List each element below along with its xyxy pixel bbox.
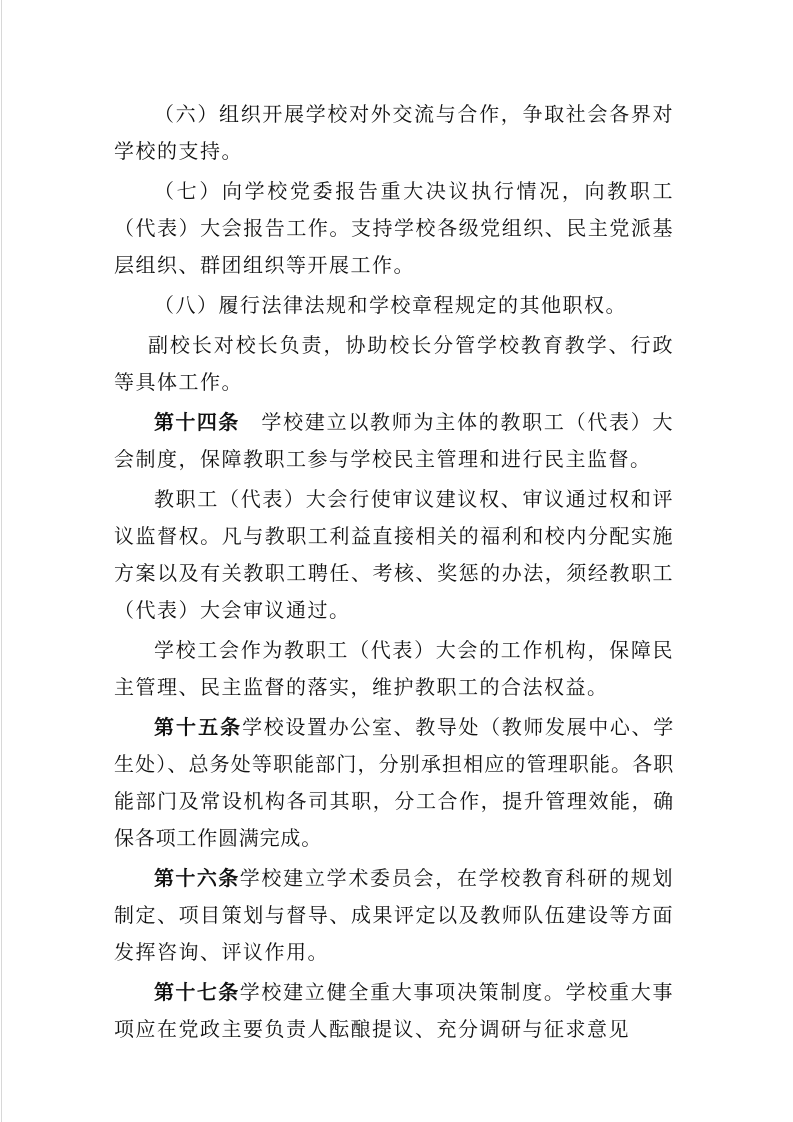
paragraph-item-6 (114, 96, 674, 170)
paragraph-text: 教职工（代表）大会行使审议建议权、审议通过权和评议监督权。凡与教职工利益直接相关的福利和校内分配实施方案以及有关教职工聘任、考核、奖惩的办法，须经教职工（代表）大会审议通过。 (114, 487, 674, 622)
article-heading: 第十五条 (154, 715, 243, 739)
paragraph-item-8 (114, 287, 674, 324)
paragraph-text: 学校工会作为教职工（代表）大会的工作机构，保障民主管理、民主监督的落实，维护教职工的合法权益。 (114, 638, 674, 699)
paragraph-text: （六）组织开展学校对外交流与合作，争取社会各界对学校的支持。 (114, 102, 674, 163)
page-edge-line (1, 0, 2, 1122)
article-heading: 第十六条 (154, 866, 240, 890)
article-text: 学校建立以教师为主体的教职工（代表）大会制度，保障教职工参与学校民主管理和进行民主监督。 (114, 410, 674, 471)
paragraph-staff-congress-rights (114, 481, 674, 629)
paragraph-item-7 (114, 173, 674, 284)
paragraph-text: （八）履行法律法规和学校章程规定的其他职权。 (154, 293, 627, 317)
document-body (114, 96, 674, 1048)
paragraph-text: 副校长对校长负责，协助校长分管学校教育教学、行政等具体工作。 (114, 333, 674, 394)
article-text: 学校建立学术委员会，在学校教育科研的规划制定、项目策划与督导、成果评定以及教师队伍建设等方面发挥咨询、评议作用。 (114, 866, 674, 964)
article-16 (114, 860, 674, 971)
article-14 (114, 404, 674, 478)
article-15 (114, 709, 674, 857)
article-text: 学校设置办公室、教导处（教师发展中心、学生处）、总务处等职能部门，分别承担相应的管理职能。各职能部门及常设机构各司其职，分工合作，提升管理效能，确保各项工作圆满完成。 (114, 715, 674, 850)
article-heading: 第十七条 (154, 980, 240, 1004)
paragraph-text: （七）向学校党委报告重大决议执行情况，向教职工（代表）大会报告工作。支持学校各级党组织、民主党派基层组织、群团组织等开展工作。 (114, 179, 674, 277)
article-text: 学校建立健全重大事项决策制度。学校重大事项应在党政主要负责人酝酿提议、充分调研与征求意见 (114, 980, 674, 1041)
paragraph-vice-president (114, 327, 674, 401)
paragraph-union (114, 632, 674, 706)
article-17 (114, 974, 674, 1048)
article-heading: 第十四条 (154, 410, 240, 434)
